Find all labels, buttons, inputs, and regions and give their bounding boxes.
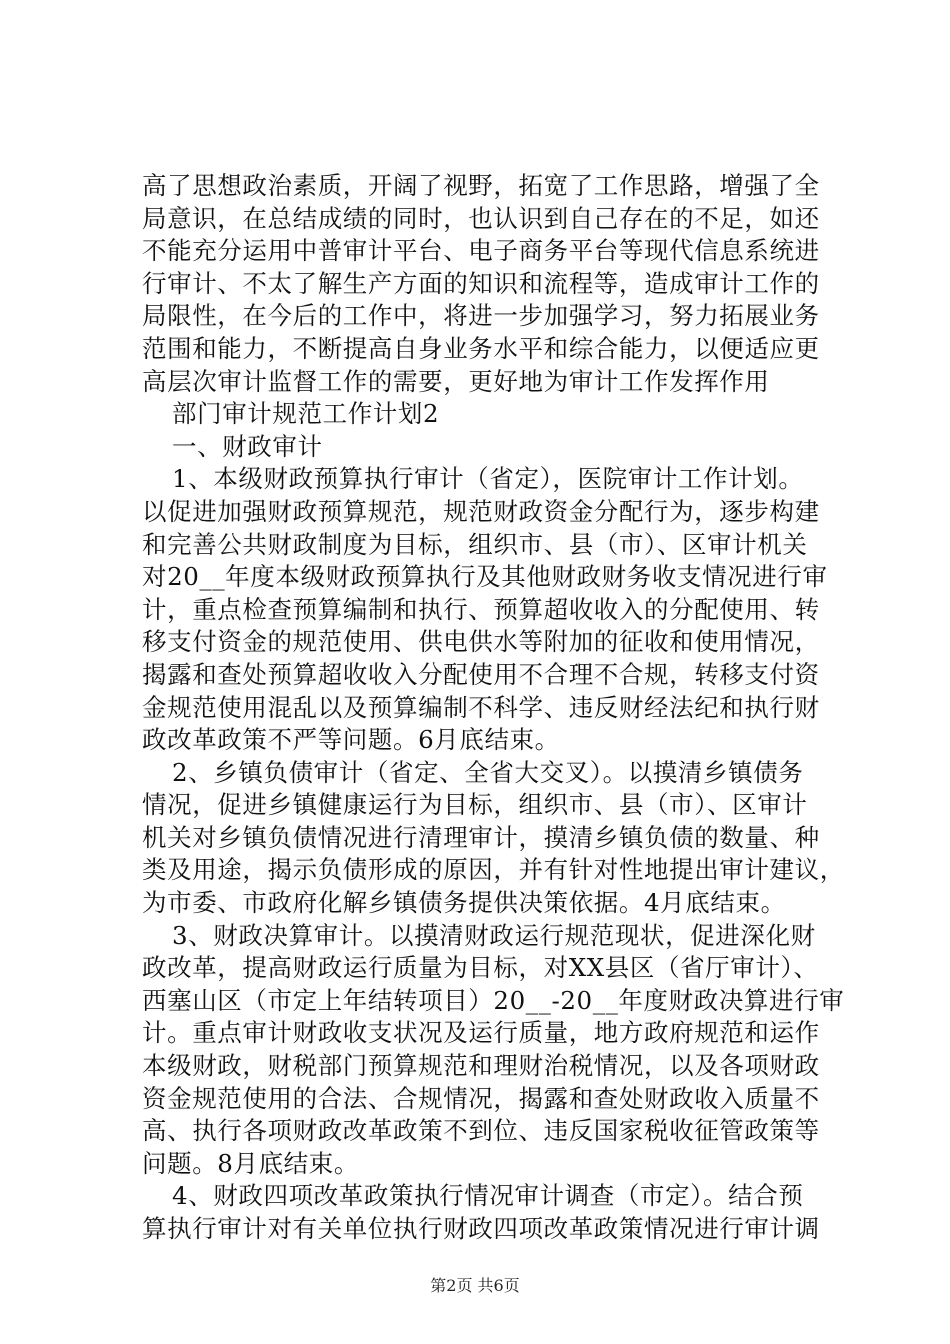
- text-line: 范围和能力，不断提高自身业务水平和综合能力，以便适应更: [142, 333, 820, 363]
- text-line: 西塞山区（市定上年结转项目）20__-20__年度财政决算进行审: [142, 985, 845, 1015]
- text-line: 以促进加强财政预算规范，规范财政资金分配行为，逐步构建: [142, 496, 820, 526]
- text-line: 不能充分运用中普审计平台、电子商务平台等现代信息系统进: [142, 236, 820, 266]
- text-line: 1、本级财政预算执行审计（省定），医院审计工作计划。: [172, 464, 804, 494]
- text-line: 机关对乡镇负债情况进行清理审计，摸清乡镇负债的数量、种: [142, 822, 820, 852]
- text-line: 行审计、不太了解生产方面的知识和流程等，造成审计工作的: [142, 268, 820, 298]
- document-body: [142, 170, 845, 1246]
- text-line: 高了思想政治素质，开阔了视野，拓宽了工作思路，增强了全: [142, 171, 820, 200]
- text-line: 局限性，在今后的工作中，将进一步加强学习，努力拓展业务: [142, 301, 820, 331]
- subsection-heading: 一、财政审计: [172, 431, 323, 461]
- text-line: 2、乡镇负债审计（省定、全省大交叉）。以摸清乡镇债务: [172, 757, 804, 787]
- text-line: 金规范使用混乱以及预算编制不科学、违反财经法纪和执行财: [142, 692, 820, 722]
- text-line: 局意识，在总结成绩的同时，也认识到自己存在的不足，如还: [142, 203, 820, 233]
- text-line: 类及用途，揭示负债形成的原因，并有针对性地提出审计建议，: [142, 855, 845, 885]
- text-line: 资金规范使用的合法、合规情况，揭露和查处财政收入质量不: [142, 1083, 820, 1113]
- text-line: 计，重点检查预算编制和执行、预算超收收入的分配使用、转: [142, 594, 820, 624]
- text-line: 3、财政决算审计。以摸清财政运行规范现状，促进深化财: [172, 920, 816, 950]
- text-line: 移支付资金的规范使用、供电供水等附加的征收和使用情况，: [142, 627, 820, 657]
- text-line: 本级财政，财税部门预算规范和理财治税情况，以及各项财政: [142, 1051, 820, 1081]
- text-line: 为市委、市政府化解乡镇债务提供决策依据。4月底结束。: [142, 888, 786, 918]
- text-line: 问题。8月底结束。: [142, 1148, 359, 1178]
- text-line: 高、执行各项财政改革政策不到位、违反国家税收征管政策等: [142, 1116, 820, 1146]
- text-line: 政改革政策不严等问题。6月底结束。: [142, 725, 560, 755]
- page-footer: 第2页 共6页: [430, 1276, 520, 1295]
- text-line: 4、财政四项改革政策执行情况审计调查（市定）。结合预: [172, 1181, 804, 1211]
- text-line: 高层次审计监督工作的需要，更好地为审计工作发挥作用: [142, 366, 770, 396]
- text-line: 政改革，提高财政运行质量为目标，对XX县区（省厅审计）、: [142, 953, 819, 983]
- text-line: 揭露和查处预算超收收入分配使用不合理不合规，转移支付资: [142, 659, 820, 689]
- text-line: 计。重点审计财政收支状况及运行质量，地方政府规范和运作: [142, 1018, 820, 1048]
- text-line: 算执行审计对有关单位执行财政四项改革政策情况进行审计调: [142, 1214, 820, 1243]
- text-line: 和完善公共财政制度为目标，组织市、县（市）、区审计机关: [142, 529, 808, 559]
- section-heading: 部门审计规范工作计划2: [172, 399, 440, 429]
- text-line: 对20__年度本级财政预算执行及其他财政财务收支情况进行审: [142, 562, 828, 592]
- text-line: 情况，促进乡镇健康运行为目标，组织市、县（市）、区审计: [142, 790, 808, 820]
